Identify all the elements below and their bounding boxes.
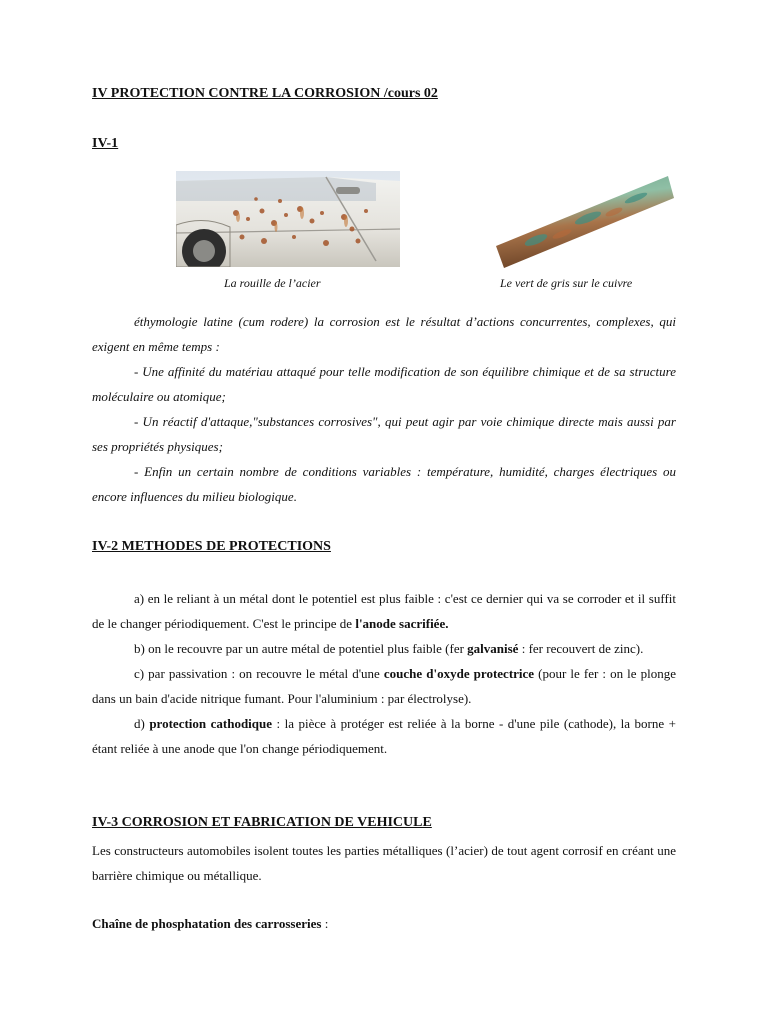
- intro-paragraph: éthymologie latine (cum rodere) la corrosion est le résultat d’actions concurrentes, complexes, qui exigent en même temps :: [92, 314, 676, 354]
- method-bold: couche d'oxyde protectrice: [383, 666, 535, 681]
- chaine-tail: :: [321, 916, 329, 931]
- method-tail: : fer recouvert de zinc).: [518, 641, 644, 656]
- method-text: c) par passivation : on recouvre le métal d'une: [134, 666, 384, 681]
- car-caption: La rouille de l’acier: [224, 276, 321, 290]
- copper-pipe-image: [496, 168, 674, 268]
- methods-list: [92, 586, 676, 761]
- method-text: b) on le recouvre par un autre métal de potentiel plus faible (fer: [134, 641, 468, 656]
- figures-row: [92, 168, 676, 298]
- chaine-line: [92, 916, 328, 932]
- method-item: [92, 711, 676, 761]
- section-heading-iv1: IV-1: [92, 136, 119, 151]
- chaine-bold: Chaîne de phosphatation des carrosseries: [92, 916, 322, 931]
- intro-paragraph: - Un réactif d'attaque,"substances corrosives", qui peut agir par voie chimique directe mais aussi par ses propriétés physiques;: [92, 414, 676, 454]
- method-bold: l'anode sacrifiée.: [355, 616, 449, 631]
- method-item: [92, 661, 676, 711]
- section-heading-iv3: IV-3 CORROSION ET FABRICATION DE VEHICULE: [92, 815, 432, 830]
- method-bold: protection cathodique: [149, 716, 273, 731]
- rusted-car-image: [176, 171, 400, 267]
- vehicle-paragraph: Les constructeurs automobiles isolent toutes les parties métalliques (l’acier) de tout agent corrosif en créant une barrière chimique ou métallique.: [92, 843, 676, 883]
- method-bold: galvanisé: [467, 641, 519, 656]
- main-heading: IV PROTECTION CONTRE LA CORROSION /cours 02: [92, 86, 438, 101]
- intro-paragraph: - Une affinité du matériau attaqué pour telle modification de son équilibre chimique et de sa structure moléculaire ou atomique;: [92, 364, 676, 404]
- method-item: [92, 586, 676, 636]
- pipe-caption: Le vert de gris sur le cuivre: [500, 276, 633, 290]
- method-tail: (pour le fer : on le plonge dans un bain d'acide nitrique fumant. Pour l'aluminium : par électrolyse).: [92, 666, 677, 706]
- method-item: [92, 636, 676, 661]
- method-text: a) en le reliant à un métal dont le potentiel est plus faible : c'est ce dernier qui va se corroder et il suffit de le changer périodiquement. C'est le principe de: [92, 591, 676, 631]
- intro-paragraph: - Enfin un certain nombre de conditions variables : température, humidité, charges électriques ou encore influences du milieu biologique.: [92, 464, 676, 504]
- section-heading-iv2: IV-2 METHODES DE PROTECTIONS: [92, 539, 331, 554]
- intro-paragraphs: [92, 309, 676, 509]
- method-tail: : la pièce à protéger est reliée à la borne - d'une pile (cathode), la borne + étant reliée à une anode que l'on change périodiquement.: [92, 716, 676, 756]
- method-text: d): [134, 716, 150, 731]
